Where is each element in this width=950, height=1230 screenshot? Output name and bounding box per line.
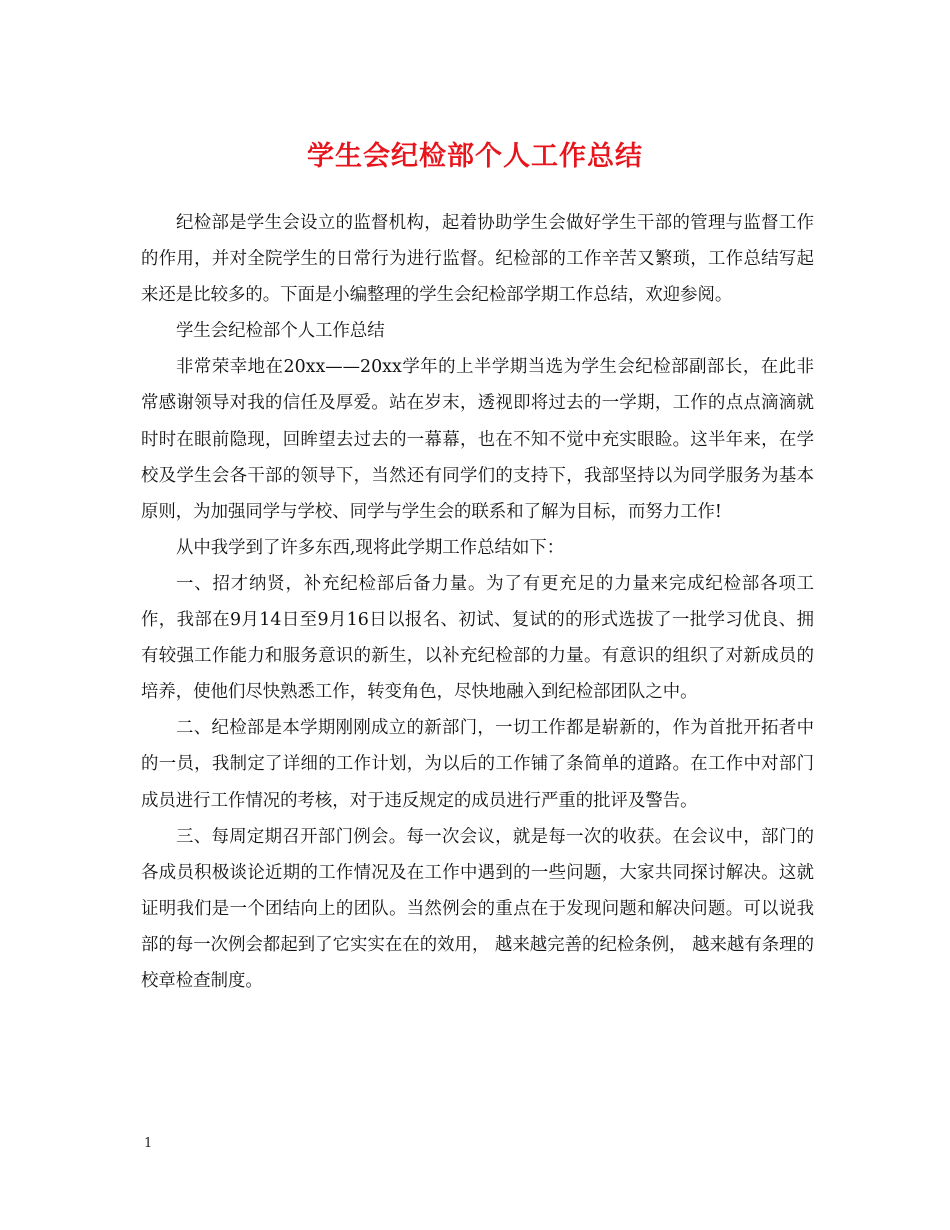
section-heading: 学生会纪检部个人工作总结 [176,321,385,342]
body-paragraph: 三、每周定期召开部门例会。每一次会议，就是每一次的收获。在会议中，部门的各成员积极谈论近期的工作情况及在工作中遇到的一些问题，大家共同探讨解决。这就证明我们是一个团结向上的团队。当然例会的重点在于发现问题和解决问题。可以说我部的每一次例会都起到了它实实在在的效用， 越来越完善的纪检条例， 越来越有条理的校章检查制度。 [141,826,814,991]
document-body [141,205,814,999]
body-paragraph: 非常荣幸地在20xx——20xx学年的上半学期当选为学生会纪检部副部长，在此非常感谢领导对我的信任及厚爱。站在岁末，透视即将过去的一学期，工作的点点滴滴就时时在眼前隐现，回眸望去过去的一幕幕，也在不知不觉中充实眼睑。这半年来，在学校及学生会各干部的领导下，当然还有同学们的支持下，我部坚持以为同学服务为基本原则，为加强同学与学校、同学与学生会的联系和了解为目标，而努力工作! [141,357,814,522]
page-number: 1 [144,1136,153,1151]
intro-paragraph: 纪检部是学生会设立的监督机构，起着协助学生会做好学生干部的管理与监督工作的作用，并对全院学生的日常行为进行监督。纪检部的工作辛苦又繁琐，工作总结写起来还是比较多的。下面是小编整理的学生会纪检部学期工作总结，欢迎参阅。 [141,213,814,306]
body-paragraph: 一、招才纳贤，补充纪检部后备力量。为了有更充足的力量来完成纪检部各项工作，我部在9月14日至9月16日以报名、初试、复试的的形式选拔了一批学习优良、拥有较强工作能力和服务意识的新生，以补充纪检部的力量。有意识的组织了对新成员的培养，使他们尽快熟悉工作，转变角色，尽快地融入到纪检部团队之中。 [141,573,814,703]
body-paragraph: 从中我学到了许多东西,现将此学期工作总结如下： [176,537,565,558]
body-paragraph: 二、纪检部是本学期刚刚成立的新部门，一切工作都是崭新的，作为首批开拓者中的一员，我制定了详细的工作计划，为以后的工作铺了条简单的道路。在工作中对部门成员进行工作情况的考核，对于违反规定的成员进行严重的批评及警告。 [141,718,814,811]
document-title: 学生会纪检部个人工作总结 [307,141,643,172]
